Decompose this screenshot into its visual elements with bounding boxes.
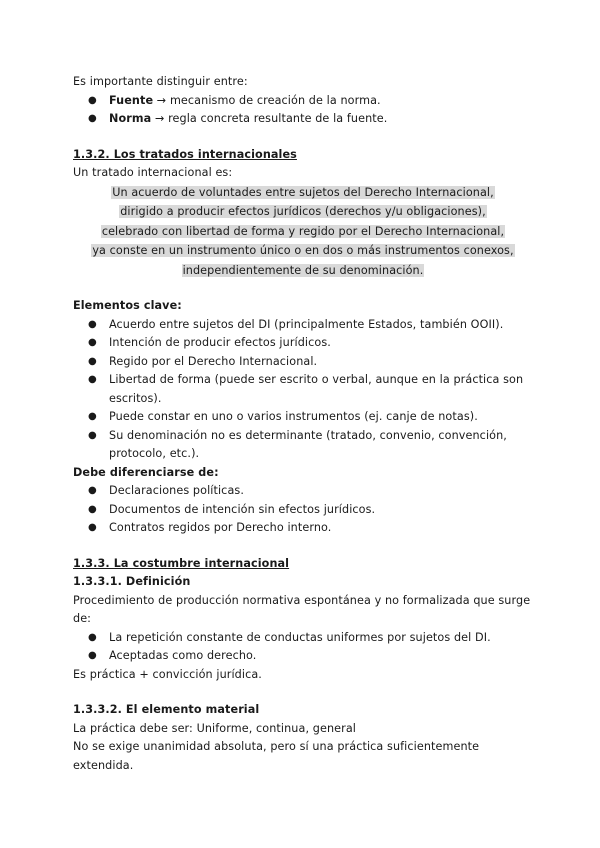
list-item: ● Aceptadas como derecho. [73, 647, 533, 666]
section-heading-costumbre: 1.3.3. La costumbre internacional [73, 556, 290, 570]
definition-quote-line: Un acuerdo de voluntades entre sujetos del Derecho Internacional, [112, 185, 494, 199]
bullet-icon: ● [88, 485, 97, 496]
tratado-lead: Un tratado internacional es: [73, 166, 233, 179]
list-item: ● Libertad de forma (puede ser escrito o verbal, aunque en la práctica son escritos). [88, 373, 524, 405]
definition-quote-line: celebrado con libertad de forma y regido por el Derecho Internacional, [101, 224, 505, 238]
bullet-icon: ● [88, 411, 97, 422]
bullet-icon: ● [88, 522, 97, 533]
list-item: ● Puede constar en uno o varios instrumentos (ej. canje de notas). [73, 408, 533, 427]
bullet-icon: ● [88, 337, 97, 348]
term-norma: Norma [109, 112, 152, 125]
definition-quote-line: ya conste en un instrumento único o en dos o más instrumentos conexos, [92, 244, 514, 257]
subheading-elemento-material: 1.3.3.2. El elemento material [73, 703, 260, 716]
differ-label: Debe diferenciarse de: [73, 465, 219, 479]
list-item: ● La repetición constante de conductas uniformes por sujetos del DI. [73, 629, 533, 648]
elements-label: Elementos clave: [73, 299, 182, 312]
formula-text: Es práctica + convicción jurídica. [73, 667, 262, 681]
arrow-right-icon: → [156, 93, 167, 107]
material-text-2: No se exige unanimidad absoluta, pero sí una práctica suficientemente extendida. [73, 740, 480, 772]
term-fuente: Fuente [109, 93, 154, 107]
bullet-icon: ● [88, 650, 97, 661]
list-item [73, 110, 533, 129]
list-item [73, 92, 533, 111]
intro-list [73, 92, 533, 129]
subheading-definicion: 1.3.3.1. Definición [73, 575, 191, 588]
list-item: ● Documentos de intención sin efectos jurídicos. [73, 501, 533, 520]
definition-text: Procedimiento de producción normativa espontánea y no formalizada que surge de: [73, 593, 531, 625]
list-item: ● Su denominación no es determinante (tratado, convenio, convención, protocolo, etc.). [88, 428, 507, 460]
bullet-icon: ● [88, 355, 97, 367]
definition-quote-line: dirigido a producir efectos jurídicos (derechos y/u obligaciones), [120, 205, 486, 218]
material-text-1: La práctica debe ser: Uniforme, continua, general [73, 721, 356, 735]
bullet-icon: ● [88, 429, 97, 441]
definition-list [73, 629, 533, 666]
bullet-icon: ● [88, 94, 97, 106]
bullet-icon: ● [88, 631, 97, 643]
document-page [73, 73, 533, 775]
list-item: ● Regido por el Derecho Internacional. [73, 353, 533, 372]
list-item: ● Acuerdo entre sujetos del DI (principalmente Estados, también OOII). [73, 316, 533, 335]
section-heading-tratados: 1.3.2. Los tratados internacionales [73, 147, 297, 161]
list-item: ● Contratos regidos por Derecho interno. [73, 519, 533, 538]
term-desc: regla concreta resultante de la fuente. [168, 112, 388, 125]
arrow-right-icon: → [154, 112, 165, 125]
term-desc: mecanismo de creación de la norma. [169, 93, 381, 107]
bullet-icon: ● [88, 318, 97, 330]
list-item: ● Declaraciones políticas. [73, 482, 533, 501]
elements-list [73, 316, 533, 464]
differ-list [73, 482, 533, 538]
intro-text: Es importante distinguir entre: [73, 75, 248, 88]
bullet-icon: ● [88, 374, 97, 385]
list-item: ● Intención de producir efectos jurídicos. [73, 334, 533, 353]
bullet-icon: ● [88, 503, 97, 515]
bullet-icon: ● [88, 113, 97, 124]
definition-quote-line: independientemente de su denominación. [182, 263, 424, 277]
